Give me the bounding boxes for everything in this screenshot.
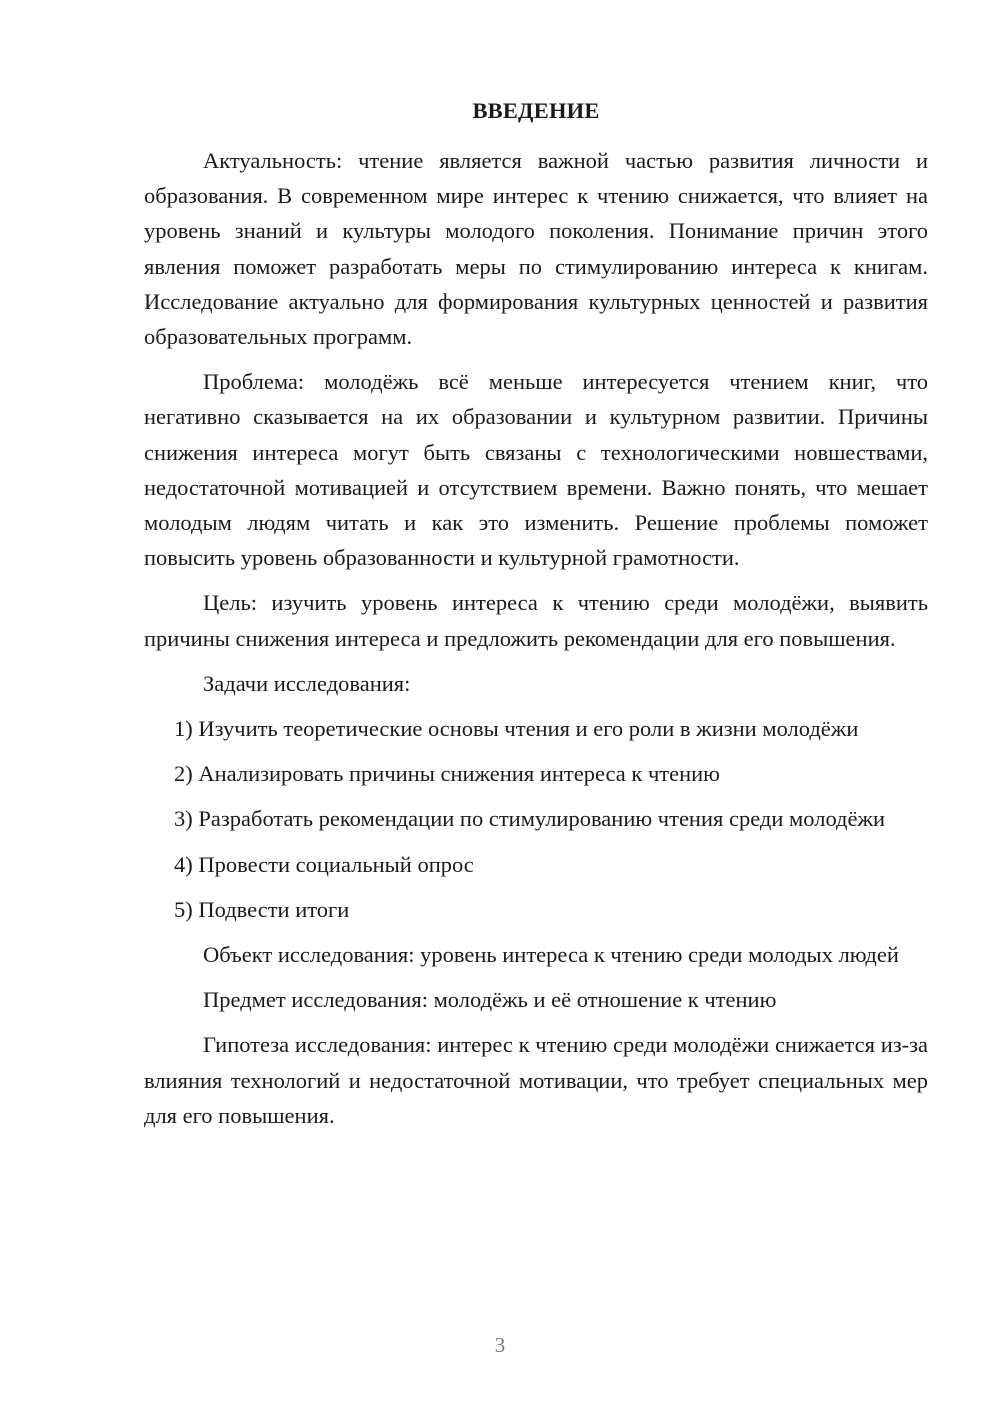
page-content	[144, 88, 928, 1133]
tasks-heading: Задачи исследования:	[203, 670, 411, 696]
page-number: 3	[494, 1333, 506, 1357]
paragraph-subject: Предмет исследования: молодёжь и её отношение к чтению	[203, 987, 777, 1013]
task-item-4: 4) Провести социальный опрос	[174, 851, 474, 877]
task-item-5: 5) Подвести итоги	[174, 896, 350, 922]
section-title: ВВЕДЕНИЕ	[472, 98, 600, 123]
paragraph-object: Объект исследования: уровень интереса к чтению среди молодых людей	[203, 942, 899, 968]
task-item-2: 2) Анализировать причины снижения интереса к чтению	[174, 761, 720, 787]
paragraph-problem: Проблема: молодёжь всё меньше интересуется чтением книг, что негативно сказывается на их образовании и культурном развитии. Причины снижения интереса могут быть связаны с технологическими новшествами, недостаточной мотивацией и отсутствием времени. Важно понять, что мешает молодым людям читать и как это изменить. Решение проблемы поможет повысить уровень образованности и культурной грамотности.	[144, 369, 928, 571]
paragraph-relevance: Актуальность: чтение является важной частью развития личности и образования. В современном мире интерес к чтению снижается, что влияет на уровень знаний и культуры молодого поколения. Понимание причин этого явления поможет разработать меры по стимулированию интереса к книгам. Исследование актуально для формирования культурных ценностей и развития образовательных программ.	[144, 148, 928, 350]
task-item-1: 1) Изучить теоретические основы чтения и его роли в жизни молодёжи	[174, 716, 859, 742]
task-item-3: 3) Разработать рекомендации по стимулированию чтения среди молодёжи	[174, 806, 886, 832]
paragraph-hypothesis: Гипотеза исследования: интерес к чтению среди молодёжи снижается из-за влияния технологий и недостаточной мотивации, что требует специальных мер для его повышения.	[144, 1032, 928, 1128]
paragraph-goal: Цель: изучить уровень интереса к чтению среди молодёжи, выявить причины снижения интереса и предложить рекомендации для его повышения.	[144, 590, 928, 651]
